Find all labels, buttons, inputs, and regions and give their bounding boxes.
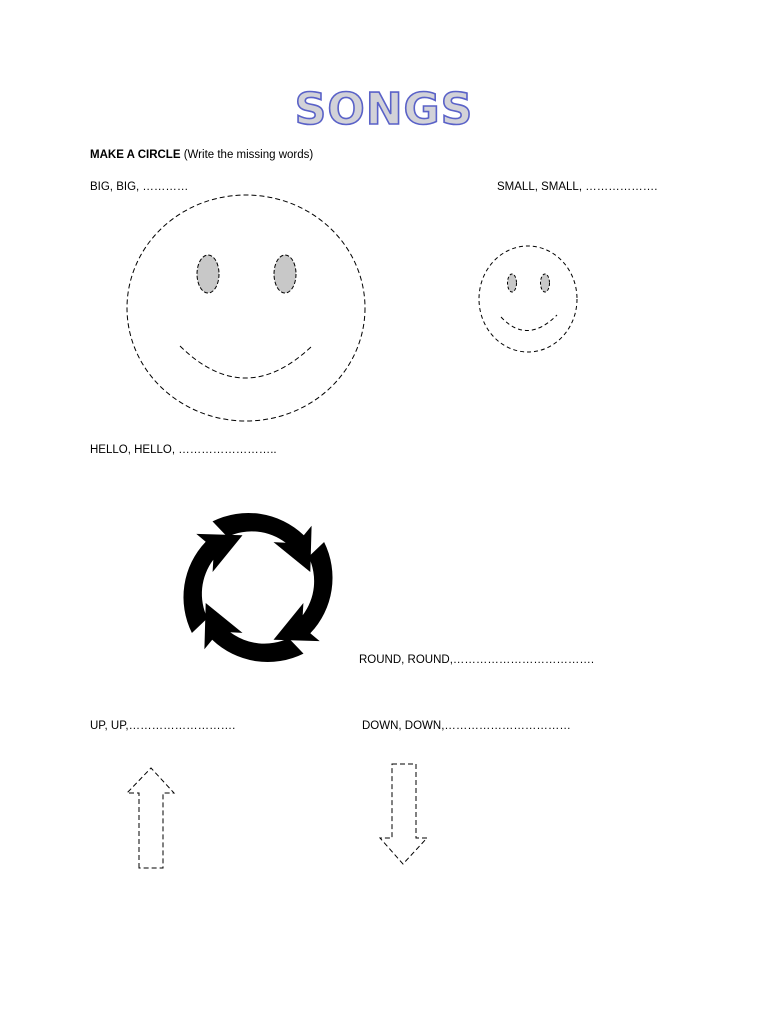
up-arrow-icon <box>120 760 180 875</box>
big-face-mouth <box>180 346 312 378</box>
circular-arrows-icon <box>178 505 338 670</box>
prompt-down: DOWN, DOWN,…………………………… <box>362 720 571 732</box>
prompt-up: UP, UP,………………………. <box>90 720 236 732</box>
prompt-big: BIG, BIG, ………… <box>90 181 189 193</box>
instruction-bold: MAKE A CIRCLE <box>90 149 181 161</box>
big-face-right-eye <box>274 255 296 293</box>
big-face-left-eye <box>197 255 219 293</box>
big-smiley-icon <box>120 188 372 428</box>
prompt-hello: HELLO, HELLO, …………………….. <box>90 444 277 456</box>
small-smiley-icon <box>473 241 583 359</box>
instruction <box>90 149 313 161</box>
small-face-mouth <box>501 315 557 331</box>
small-face-right-eye <box>541 274 550 292</box>
small-face-left-eye <box>508 274 517 292</box>
prompt-round: ROUND, ROUND,………………………………. <box>359 654 595 666</box>
page-title: SONGS <box>294 84 474 135</box>
prompt-small: SMALL, SMALL, ………………. <box>497 181 658 193</box>
instruction-rest: (Write the missing words) <box>180 149 314 161</box>
down-arrow-icon <box>375 758 435 870</box>
